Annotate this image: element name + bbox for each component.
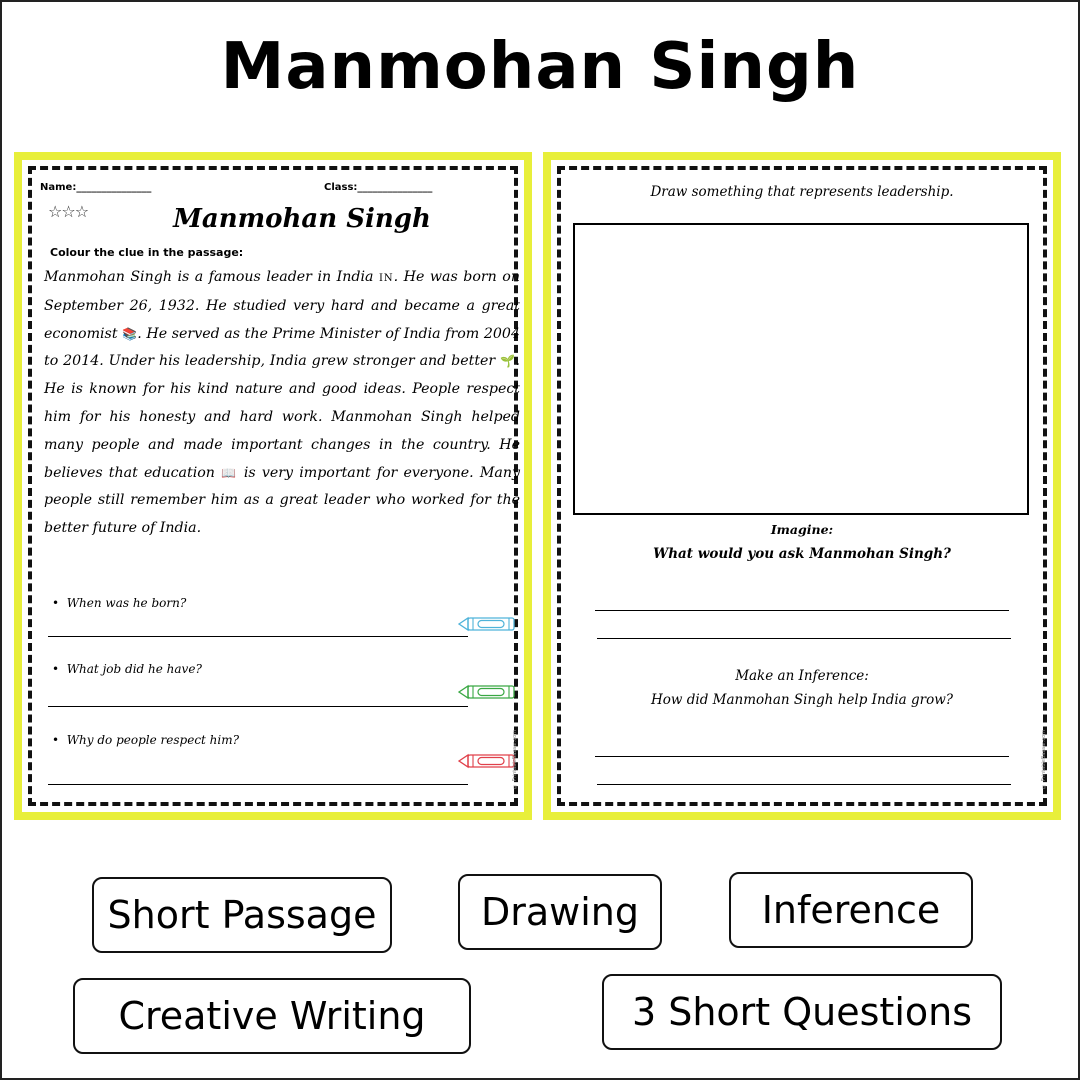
- question-item: [52, 662, 202, 676]
- imagine-question: What would you ask Manmohan Singh?: [653, 546, 951, 562]
- answer-line: [597, 638, 1011, 639]
- draw-prompt: Draw something that represents leadership.: [650, 184, 954, 200]
- india-flag-icon: IN: [378, 273, 394, 284]
- answer-line: [48, 636, 468, 637]
- books-icon: 📚: [122, 326, 138, 341]
- question-item: [52, 596, 186, 610]
- instruction-text: Colour the clue in the passage:: [50, 246, 244, 259]
- bullet: •: [52, 733, 60, 747]
- worksheet-page: [551, 160, 1053, 812]
- open-book-icon: 📖: [221, 465, 238, 480]
- name-field-label: Name:_______________: [40, 182, 152, 193]
- crayon-icon: [458, 753, 516, 769]
- tag-inference: Inference: [729, 872, 973, 948]
- worksheet-preview-drawing: [543, 152, 1061, 820]
- class-field-label: Class:_______________: [324, 182, 433, 193]
- imagine-label: Imagine:: [770, 522, 834, 537]
- drawing-box[interactable]: [573, 223, 1029, 515]
- crayon-icon: [458, 616, 516, 632]
- passage-text: . He served as the Prime Minister of India from 2004 to 2014. Under his leadership, India grew stronger and better: [44, 325, 520, 370]
- passage-text: is very important for everyone. Many people still remember him as a great leader who worked for the better future of India.: [44, 464, 520, 537]
- answer-line: [597, 784, 1011, 785]
- seedling-icon: 🌱: [500, 354, 516, 369]
- question-text: What job did he have?: [66, 662, 202, 676]
- question-text: Why do people respect him?: [66, 733, 240, 747]
- tag-short-passage: Short Passage: [92, 877, 392, 953]
- question-item: [52, 733, 239, 747]
- tag-creative-writing: Creative Writing: [73, 978, 471, 1054]
- answer-line: [48, 784, 468, 785]
- inference-label: Make an Inference:: [735, 668, 869, 684]
- tag-drawing: Drawing: [458, 874, 662, 950]
- worksheet-preview-passage: [14, 152, 532, 820]
- passage-text: . He is known for his kind nature and good ideas. People respect him for his honesty and hard work. Manmohan Singh helped many people and made important changes in the country. He believes that education: [44, 353, 520, 481]
- tag-3-short-questions: 3 Short Questions: [602, 974, 1002, 1050]
- worksheet-title: Manmohan Singh: [173, 204, 431, 234]
- star-rating-icon: ☆☆☆: [48, 202, 89, 221]
- inference-question: How did Manmohan Singh help India grow?: [650, 692, 954, 708]
- crayon-icon: [458, 684, 516, 700]
- page-title: Manmohan Singh: [220, 30, 860, 104]
- bullet: •: [52, 596, 60, 610]
- answer-line: [595, 610, 1009, 611]
- bullet: •: [52, 662, 60, 676]
- watermark-text: © PrintableBazaar.com: [1041, 730, 1047, 789]
- passage-text: Manmohan Singh is a famous leader in India: [44, 269, 379, 285]
- worksheet-page: [22, 160, 524, 812]
- reading-passage: [44, 264, 520, 543]
- answer-line: [48, 706, 468, 707]
- passage-text: . He was born on September 26, 1932. He studied very hard and became a great economist: [44, 269, 520, 342]
- question-text: When was he born?: [66, 596, 187, 610]
- watermark-text: © PrintableBazaar.com: [512, 730, 518, 789]
- answer-line: [595, 756, 1009, 757]
